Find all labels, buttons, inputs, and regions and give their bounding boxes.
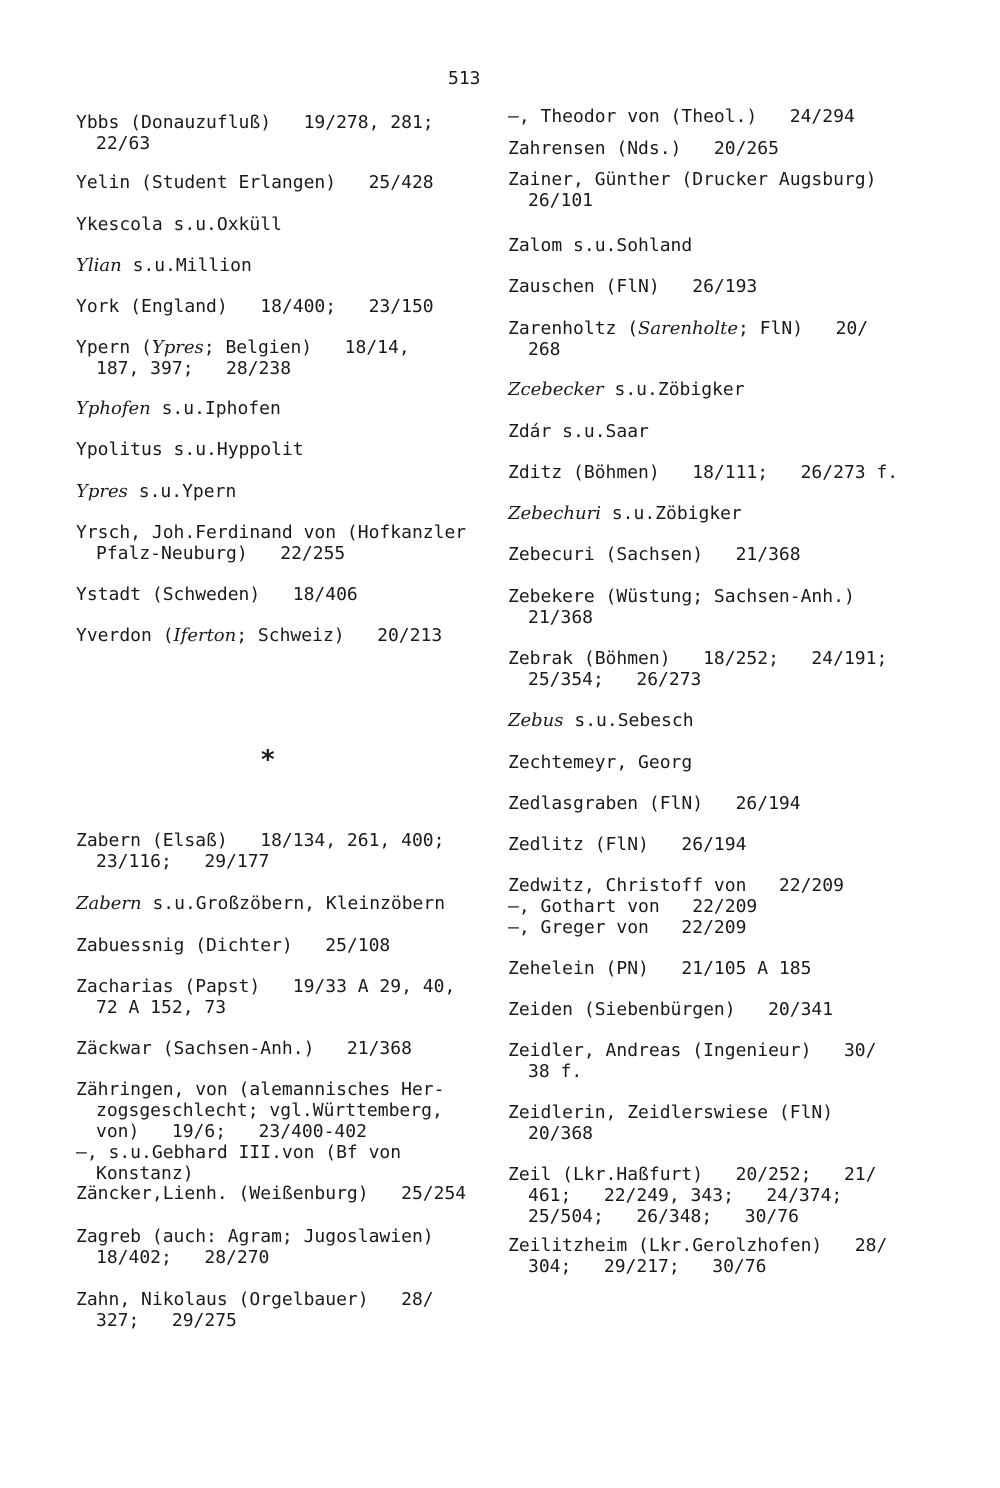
entry-text: 25/504; 26/348; 30/76 — [528, 1206, 799, 1227]
entry-text: Zdár s.u.Saar — [508, 421, 649, 442]
entry-headword-line — [508, 834, 746, 855]
entry-text: —, Theodor von (Theol.) 24/294 — [508, 106, 855, 127]
entry-headword-line — [76, 214, 282, 235]
entry-text: 327; 29/275 — [96, 1310, 237, 1331]
italic-variant-name: Iferton — [173, 625, 237, 646]
entry-continuation-line — [76, 1163, 444, 1184]
entry-headword-line — [76, 337, 410, 358]
entry-headword-line — [76, 172, 434, 193]
entry-continuation-line — [76, 358, 410, 379]
entry-text: 25/354; 26/273 — [528, 669, 702, 690]
entry-text: Zahn, Nikolaus (Orgelbauer) 28/ — [76, 1289, 434, 1310]
index-entry — [76, 976, 455, 1018]
index-entry — [508, 318, 868, 360]
entry-text: Zditz (Böhmen) 18/111; 26/273 f. — [508, 462, 899, 483]
index-entry — [76, 296, 434, 317]
entry-headword-line — [76, 625, 442, 646]
entry-headword-line — [508, 1164, 876, 1185]
index-entry — [508, 1102, 833, 1144]
entry-text: 461; 22/249, 343; 24/374; — [528, 1185, 843, 1206]
index-entry — [76, 1079, 444, 1184]
index-entry — [76, 112, 434, 154]
index-entry — [508, 586, 855, 628]
index-entry — [508, 421, 649, 442]
entry-text: 72 A 152, 73 — [96, 997, 227, 1018]
index-entry — [508, 958, 811, 979]
index-entry — [76, 337, 410, 379]
index-entry — [76, 255, 252, 276]
entry-headword-line — [508, 379, 745, 400]
index-entry — [508, 1235, 887, 1277]
entry-text: 23/116; 29/177 — [96, 851, 270, 872]
entry-continuation-line — [508, 607, 855, 628]
entry-text: Yrsch, Joh.Ferdinand von (Hofkanzler — [76, 522, 467, 543]
entry-headword-line — [508, 235, 692, 256]
entry-headword-line — [76, 1079, 444, 1100]
entry-continuation-line — [76, 1247, 434, 1268]
entry-continuation-line — [508, 339, 868, 360]
entry-text: Ypern ( — [76, 337, 152, 358]
italic-variant-name: Yphofen — [76, 398, 151, 419]
index-entry — [508, 710, 694, 731]
entry-text: s.u.Zöbigker — [600, 503, 742, 524]
entry-text: s.u.Iphofen — [150, 398, 281, 419]
index-entry — [508, 379, 745, 400]
entry-headword-line — [508, 318, 868, 339]
entry-text: Zebekere (Wüstung; Sachsen-Anh.) — [508, 586, 855, 607]
entry-headword-line — [76, 112, 434, 133]
entry-text: Zechtemeyr, Georg — [508, 752, 693, 773]
italic-variant-name: Zcebecker — [508, 379, 604, 400]
entry-headword-line — [508, 421, 649, 442]
entry-continuation-line — [508, 190, 876, 211]
entry-headword-line — [508, 793, 801, 814]
index-entry — [508, 276, 757, 297]
index-entry — [508, 752, 692, 773]
entry-headword-line — [76, 976, 455, 997]
index-entry — [76, 522, 466, 564]
entry-headword-line — [508, 1102, 833, 1123]
entry-text: —, s.u.Gebhard III.von (Bf von — [76, 1142, 402, 1163]
index-entry — [508, 875, 844, 938]
entry-text: Zagreb (auch: Agram; Jugoslawien) — [76, 1226, 434, 1247]
italic-variant-name: Zebus — [508, 710, 564, 731]
entry-text: —, Gothart von 22/209 — [508, 896, 758, 917]
index-entry — [76, 1183, 466, 1204]
entry-headword-line — [76, 1226, 434, 1247]
entry-text: Zeil (Lkr.Haßfurt) 20/252; 21/ — [508, 1164, 877, 1185]
entry-headword-line — [508, 875, 844, 896]
entry-headword-line — [76, 481, 236, 502]
entry-continuation-line — [76, 851, 444, 872]
entry-text: Konstanz) — [96, 1163, 194, 1184]
entry-text: Zabern (Elsaß) 18/134, 261, 400; — [76, 830, 445, 851]
entry-text: Zabuessnig (Dichter) 25/108 — [76, 935, 391, 956]
italic-variant-name: Zabern — [76, 893, 142, 914]
entry-text: Ybbs (Donauzufluß) 19/278, 281; — [76, 112, 434, 133]
index-entry — [76, 935, 390, 956]
index-entry — [76, 398, 281, 419]
entry-text: 268 — [528, 339, 561, 360]
entry-headword-line — [508, 462, 898, 483]
entry-text: Zebrak (Böhmen) 18/252; 24/191; — [508, 648, 888, 669]
italic-variant-name: Ypres — [151, 337, 204, 358]
entry-text: s.u.Großzöbern, Kleinzöbern — [141, 893, 446, 914]
entry-continuation-line — [508, 1061, 876, 1082]
entry-continuation-line — [508, 1123, 833, 1144]
entry-text: Ystadt (Schweden) 18/406 — [76, 584, 358, 605]
index-entry — [76, 172, 434, 193]
index-entry — [76, 481, 236, 502]
entry-text: York (England) 18/400; 23/150 — [76, 296, 434, 317]
italic-variant-name: Ypres — [76, 481, 128, 502]
entry-text: s.u.Zöbigker — [603, 379, 745, 400]
entry-text: Zäckwar (Sachsen-Anh.) 21/368 — [76, 1038, 412, 1059]
entry-headword-line — [76, 296, 434, 317]
entry-headword-line — [76, 935, 390, 956]
entry-text: Zarenholtz ( — [508, 318, 639, 339]
entry-text: 22/63 — [96, 133, 151, 154]
entry-headword-line — [76, 830, 444, 851]
entry-headword-line — [508, 169, 876, 190]
index-entry — [508, 999, 833, 1020]
entry-text: Pfalz-Neuburg) 22/255 — [96, 543, 346, 564]
entry-text: s.u.Sebesch — [563, 710, 694, 731]
index-entry — [76, 893, 445, 914]
entry-text: Zeilitzheim (Lkr.Gerolzhofen) 28/ — [508, 1235, 888, 1256]
entry-headword-line — [508, 544, 801, 565]
entry-headword-line — [508, 1040, 876, 1061]
entry-headword-line — [76, 893, 445, 914]
index-entry — [508, 106, 855, 127]
index-entry — [76, 1289, 434, 1331]
entry-text: Zedwitz, Christoff von 22/209 — [508, 875, 844, 896]
index-entry — [76, 439, 304, 460]
entry-continuation-line — [76, 1100, 444, 1121]
entry-continuation-line — [76, 1121, 444, 1142]
entry-headword-line — [508, 106, 855, 127]
entry-continuation-line — [76, 1310, 434, 1331]
entry-text: 20/368 — [528, 1123, 594, 1144]
entry-headword-line — [508, 710, 694, 731]
entry-text: ; Schweiz) 20/213 — [236, 625, 443, 646]
entry-text: s.u.Million — [121, 255, 252, 276]
entry-text: Zeidler, Andreas (Ingenieur) 30/ — [508, 1040, 877, 1061]
entry-text: Zalom s.u.Sohland — [508, 235, 693, 256]
entry-text: 21/368 — [528, 607, 594, 628]
entry-text: s.u.Ypern — [127, 481, 237, 502]
entry-headword-line — [76, 439, 304, 460]
index-entry — [508, 503, 742, 524]
entry-headword-line — [508, 648, 887, 669]
index-entry — [76, 1038, 412, 1059]
entry-headword-line — [76, 1038, 412, 1059]
entry-headword-line — [508, 999, 833, 1020]
index-entry — [508, 793, 801, 814]
entry-headword-line — [508, 586, 855, 607]
index-entry — [76, 625, 442, 646]
entry-continuation-line — [76, 997, 455, 1018]
entry-continuation-line — [508, 917, 844, 938]
entry-headword-line — [508, 958, 811, 979]
entry-text: zogsgeschlecht; vgl.Württemberg, — [96, 1100, 443, 1121]
index-entry — [76, 214, 282, 235]
entry-continuation-line — [508, 1256, 887, 1277]
entry-text: Zainer, Günther (Drucker Augsburg) — [508, 169, 877, 190]
entry-text: Zähringen, von (alemannisches Her- — [76, 1079, 445, 1100]
index-entry — [508, 648, 887, 690]
entry-text: Zauschen (FlN) 26/193 — [508, 276, 758, 297]
entry-text: Yelin (Student Erlangen) 25/428 — [76, 172, 434, 193]
entry-headword-line — [508, 276, 757, 297]
entry-text: Ypolitus s.u.Hyppolit — [76, 439, 304, 460]
index-entry — [76, 830, 444, 872]
entry-headword-line — [76, 584, 358, 605]
entry-text: 18/402; 28/270 — [96, 1247, 270, 1268]
entry-headword-line — [508, 138, 779, 159]
entry-text: Zeiden (Siebenbürgen) 20/341 — [508, 999, 834, 1020]
entry-continuation-line — [508, 896, 844, 917]
entry-headword-line — [508, 503, 742, 524]
section-separator: * — [260, 745, 276, 775]
entry-headword-line — [508, 1235, 887, 1256]
index-entry — [508, 834, 746, 855]
entry-continuation-line — [76, 543, 466, 564]
index-entry — [508, 1040, 876, 1082]
index-entry — [508, 138, 779, 159]
entry-text: Zacharias (Papst) 19/33 A 29, 40, — [76, 976, 456, 997]
entry-text: 187, 397; 28/238 — [96, 358, 292, 379]
entry-headword-line — [76, 255, 252, 276]
entry-text: Zahrensen (Nds.) 20/265 — [508, 138, 779, 159]
entry-headword-line — [508, 752, 692, 773]
entry-headword-line — [76, 398, 281, 419]
entry-continuation-line — [508, 669, 887, 690]
entry-text: ; Belgien) 18/14, — [203, 337, 410, 358]
entry-text: Zedlitz (FlN) 26/194 — [508, 834, 747, 855]
entry-text: Ykescola s.u.Oxküll — [76, 214, 282, 235]
index-entry — [508, 1164, 876, 1227]
index-entry — [76, 1226, 434, 1268]
index-entry — [508, 544, 801, 565]
entry-text: —, Greger von 22/209 — [508, 917, 747, 938]
entry-continuation-line — [76, 133, 434, 154]
index-entry — [508, 235, 692, 256]
entry-text: von) 19/6; 23/400-402 — [96, 1121, 367, 1142]
entry-headword-line — [76, 1289, 434, 1310]
page-number: 513 — [448, 68, 481, 89]
entry-text: Yverdon ( — [76, 625, 174, 646]
entry-text: Zedlasgraben (FlN) 26/194 — [508, 793, 801, 814]
entry-text: Zebecuri (Sachsen) 21/368 — [508, 544, 801, 565]
italic-variant-name: Ylian — [76, 255, 122, 276]
entry-text: 38 f. — [528, 1061, 583, 1082]
italic-variant-name: Zebechuri — [508, 503, 601, 524]
entry-continuation-line — [76, 1142, 444, 1163]
entry-text: Zehelein (PN) 21/105 A 185 — [508, 958, 812, 979]
index-entry — [508, 169, 876, 211]
entry-headword-line — [76, 522, 466, 543]
entry-continuation-line — [508, 1185, 876, 1206]
index-entry — [508, 462, 898, 483]
entry-text: Zäncker,Lienh. (Weißenburg) 25/254 — [76, 1183, 467, 1204]
entry-text: ; FlN) 20/ — [738, 318, 869, 339]
entry-text: 304; 29/217; 30/76 — [528, 1256, 767, 1277]
italic-variant-name: Sarenholte — [638, 318, 739, 339]
entry-text: 26/101 — [528, 190, 594, 211]
entry-headword-line — [76, 1183, 466, 1204]
entry-text: Zeidlerin, Zeidlerswiese (FlN) — [508, 1102, 834, 1123]
index-entry — [76, 584, 358, 605]
entry-continuation-line — [508, 1206, 876, 1227]
